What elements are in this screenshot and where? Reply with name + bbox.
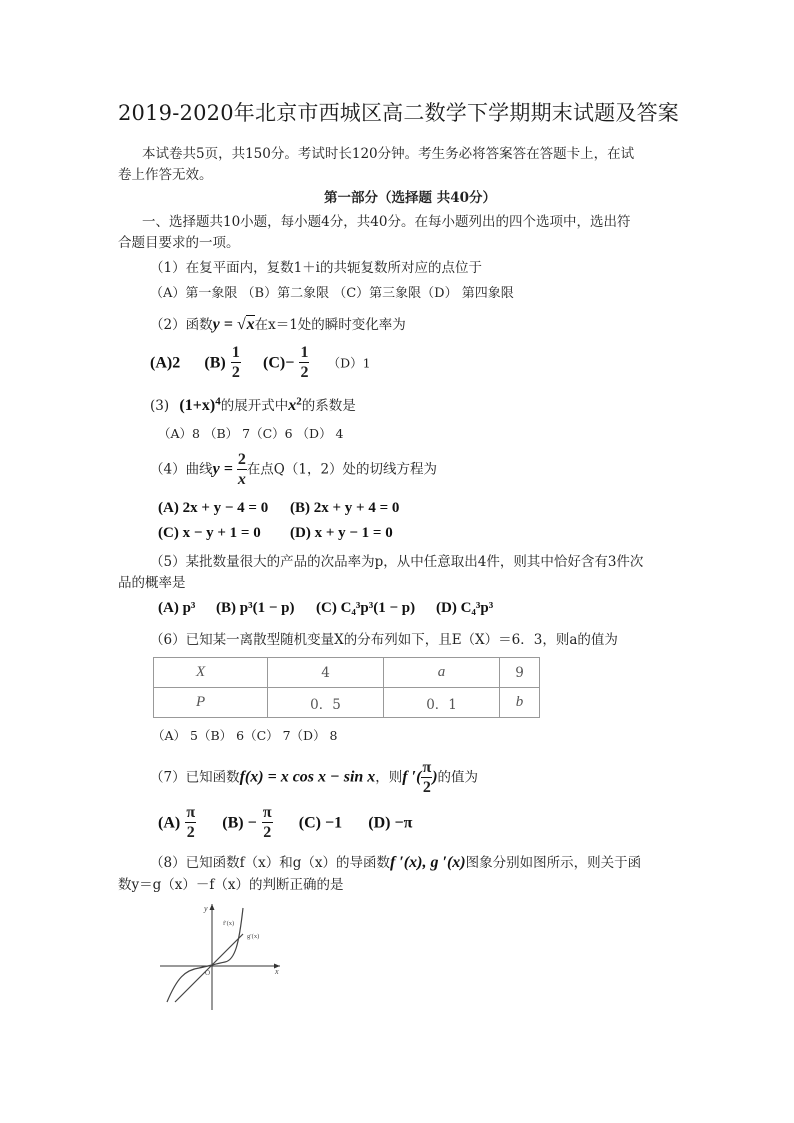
q7-option-a-fraction [185,805,196,841]
q2-option-b-num: 1 [231,344,240,361]
q2-stem-prefix: （2）函数 [150,317,213,333]
q4-stem-prefix: （4）曲线 [150,461,213,478]
q3-stem-tail: 的系数是 [301,398,356,414]
q6-options: （A） 5（B） 6（C） 7（D） 8 [152,728,338,743]
table-cell: P [154,688,268,718]
q3-expression-exponent: 4 [215,395,221,408]
table-cell: b [500,688,540,718]
intro-line-2: 卷上作答无效。 [118,167,213,183]
q4-option-b: (B) 2x + y + 4 = 0 [290,500,400,516]
q7-fraction-num: π [422,759,432,776]
q5-option-b: (B) p³(1 − p) [216,600,295,616]
table-cell: 0．5 [268,688,384,718]
q2-stem [150,314,406,336]
q5-option-d: (D) C₄³p³ [436,600,494,616]
q7-fraction-den: 2 [422,779,431,796]
q1-stem: （1）在复平面内，复数1＋i的共轭复数所对应的点位于 [150,260,482,276]
q4-option-c: (C) x − y + 1 = 0 [158,525,261,541]
q4-fraction [237,452,247,488]
q2-options [150,345,371,381]
q2-func-lhs: y = [212,316,237,333]
q7-option-b: (B) − [222,814,257,832]
q3-term-exponent: 2 [296,395,302,408]
table-cell: 0．1 [384,688,500,718]
table-row [154,658,540,688]
q8-line1-math: f ′(x), g ′(x) [389,854,466,871]
q7-derivative-close: ) [432,768,438,786]
intro-line-1: 本试卷共5页，共150分。考试时长120分钟。考生务必将答案答在答题卡上，在试 [142,146,635,162]
q3-term: x [288,397,297,414]
q8-stem-line-1 [150,852,641,874]
q5-stem-line-1: （5）某批数量很大的产品的次品率为p，从中任意取出4件，则其中恰好含有3件次 [150,554,644,570]
q7-option-d: (D) −π [368,814,413,832]
q7-option-a: (A) [158,814,181,832]
q8-line1-suffix: 图象分别如图所示，则关于函 [465,855,642,871]
q4-stem [150,452,437,488]
distribution-table [153,657,540,718]
table-cell: 4 [268,658,384,688]
q3-stem-mid: 的展开式中 [220,398,289,414]
q2-option-c-fraction [299,345,309,381]
table-cell: 9 [500,658,540,688]
q4-fraction-den: x [237,471,246,488]
q7-derivative: f ′( [402,768,422,786]
table-cell: X [154,658,268,688]
table-cell: a [384,658,500,688]
q3-stem [150,395,356,417]
q2-option-c-den: 2 [300,364,309,381]
q2-option-b: (B) [204,354,226,372]
g-prime-curve [175,934,243,1002]
q7-stem-mid: ，则 [375,769,403,786]
section-instruction-line-2: 合题目要求的一项。 [118,235,240,251]
origin-label: O [205,969,211,977]
q7-stem-prefix: （7）已知函数 [150,769,240,786]
q8-line1-prefix: （8）已知函数f（x）和g（x）的导函数 [150,855,390,871]
q7-option-c: (C) −1 [298,814,343,832]
q7-stem-suffix: 的值为 [437,769,479,786]
q4-fraction-num: 2 [237,451,246,468]
q3-number: (3) [150,398,170,414]
q2-stem-suffix: 在x＝1处的瞬时变化率为 [254,317,406,333]
q7-fraction [421,760,432,796]
q2-option-d: （D）1 [327,355,371,371]
q4-func-lhs: y = [212,460,237,478]
part-heading: 第一部分（选择题 共40分） [324,190,496,206]
q2-radicand: x [246,316,255,333]
q5-stem-line-2: 品的概率是 [118,575,186,591]
q2-option-b-fraction [231,345,241,381]
q7-option-a-num: π [186,804,196,821]
q4-option-a: (A) 2x + y − 4 = 0 [158,500,269,516]
q2-option-b-den: 2 [231,364,240,381]
q3-expression: (1+x) [179,397,216,414]
q5-option-a: (A) p³ [158,600,196,616]
q2-option-c: (C)− [263,354,295,372]
q4-option-d: (D) x + y − 1 = 0 [290,525,393,541]
q7-stem [150,760,478,796]
q4-stem-suffix: 在点Q（1，2）处的切线方程为 [246,461,438,478]
q5-option-c: (C) C₄³p³(1 − p) [316,600,416,616]
section-instruction-line-1: 一、选择题共10小题，每小题4分，共40分。在每小题列出的四个选项中，选出符 [142,214,631,230]
q7-option-b-num: π [262,804,272,821]
q2-sqrt-sign: √ [236,316,246,333]
x-axis-label: x [275,967,279,976]
q6-stem: （6）已知某一离散型随机变量X的分布列如下，且E（X）＝6．3，则a的值为 [150,632,618,648]
q1-options: （A）第一象限 （B）第二象限 （C）第三象限（D） 第四象限 [150,286,514,301]
page-title: 2019-2020年北京市西城区高二数学下学期期末试题及答案 [118,101,679,125]
table-row [154,688,540,718]
q2-option-a: (A)2 [150,354,181,372]
derivative-graph [155,898,285,1013]
f-prime-label: f′(x) [223,920,235,927]
y-axis-arrow [210,904,215,910]
q7-options [158,805,412,841]
q7-option-b-den: 2 [263,824,272,841]
q2-option-c-num: 1 [300,344,309,361]
y-axis-label: y [204,904,208,913]
q3-options: （A）8 （B） 7（C）6 （D） 4 [158,426,344,441]
q7-function: f(x) = x cos x − sin x [239,768,376,786]
q7-option-b-fraction [262,805,273,841]
q8-stem-line-2: 数y＝g（x）－f（x）的判断正确的是 [118,877,344,893]
q7-option-a-den: 2 [186,824,195,841]
g-prime-label: g′(x) [247,933,260,940]
